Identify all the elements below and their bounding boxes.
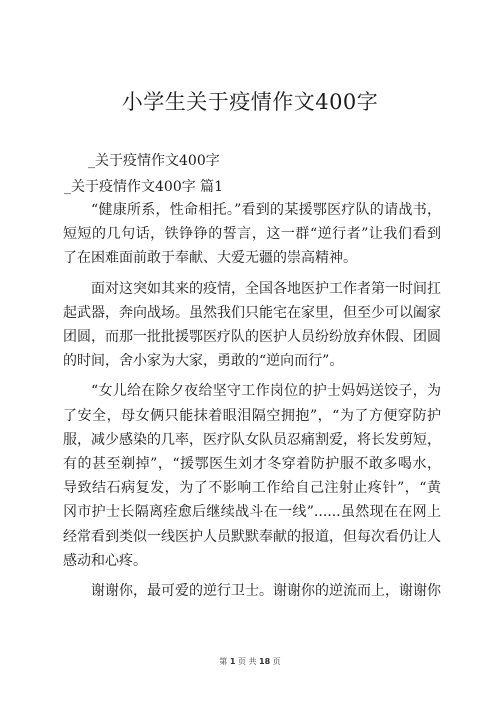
footer-page-number: 1 <box>229 657 236 666</box>
article-body <box>63 198 441 609</box>
section-heading: _关于疫情作文400字 篇1 <box>64 179 224 195</box>
footer-suffix: 页 <box>272 657 281 666</box>
section-subtitle: _关于疫情作文400字 <box>88 153 220 169</box>
page-footer <box>0 656 500 667</box>
paragraph-2: 面对这突如其来的疫情，全国各地医护工作者第一时间扛起武器，奔向战场。虽然我们只能宅在家里，但至少可以阖家团圆，而那一批批援鄂医疗队的医护人员纷纷放弃休假、团圆的时间，舍小家为大家，勇敢的“逆向而行”。 <box>63 280 441 370</box>
page-title: 小学生关于疫情作文400字 <box>121 90 379 114</box>
footer-total-pages: 18 <box>259 657 271 666</box>
paragraph-1: “健康所系，性命相托。”看到的某援鄂医疗队的请战书，短短的几句话，铁铮铮的誓言，这一群“逆行者”让我们看到了在困难面前敢于奉献、大爱无疆的崇高精神。 <box>63 202 441 267</box>
footer-middle: 页 共 <box>237 657 257 666</box>
footer-prefix: 第 <box>219 657 228 666</box>
paragraph-3: “女儿给在除夕夜给坚守工作岗位的护士妈妈送饺子，为了安全，母女俩只能抹着眼泪隔空拥抱”，“为了方便穿防护服，减少感染的几率，医疗队女队员忍痛割爱，将长发剪短，有的甚至剃掉”，“援鄂医生刘才冬穿着防护服不敢多喝水，导致结石病复发，为了不影响工作给自己注射止疼针”，“黄冈市护士长隔离痊愈后继续战斗在一线”......虽然现在在网上经常看到类似一线医护人员默默奉献的报道，但每次看仍让人感动和心疼。 <box>63 383 441 569</box>
paragraph-4: 谢谢你，最可爱的逆行卫士。谢谢你的逆流而上，谢谢你 <box>91 583 441 600</box>
